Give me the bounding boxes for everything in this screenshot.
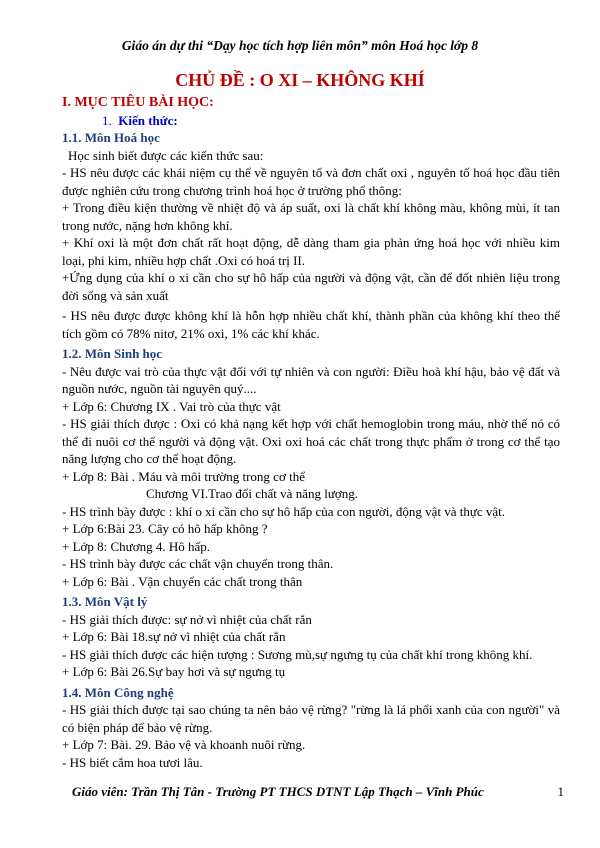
physics-line: + Lớp 6: Bài 26.Sự bay hơi và sự ngưng tụ xyxy=(62,664,286,679)
technology-line: - HS giải thích được tại sao chúng ta nên bảo vệ rừng? "rừng là lá phổi xanh của con người" và có biện pháp để bảo vệ rừng. xyxy=(62,702,560,735)
heading-physics: 1.3. Môn Vật lý xyxy=(62,594,148,609)
physics-line: - HS giải thích được các hiện tượng : Sương mù,sự ngưng tụ của chất khí trong không khí. xyxy=(62,646,533,662)
page-footer: Giáo viên: Trần Thị Tân - Trường PT THCS DTNT Lập Thạch – Vĩnh Phúc xyxy=(72,784,484,799)
page-header: Giáo án dự thi “Dạy học tích hợp liên môn” môn Hoá học lớp 8 xyxy=(121,38,479,53)
biology-line: - HS giải thích được : Oxi có khả nạng kết hợp với chất hemoglobin trong máu, nhờ thế nó có thể đi nuôi cơ thể người và động vật. Oxi oxi hoá các chất trong thực phẩm ở trong cơ thể tạo năng lượng cho cơ thể hoạt động. xyxy=(62,416,560,466)
document-body xyxy=(62,94,560,771)
chemistry-line: + Khí oxi là một đơn chất rất hoạt động, dễ dàng tham gia phản ứng hoá học với nhiều kim loại, phi kim, nhiều hợp chất .Oxi có hoá trị II. xyxy=(62,235,560,268)
biology-line: + Lớp 8: Bài . Máu và môi trường trong cơ thể xyxy=(62,468,305,484)
chemistry-line: +Ứng dụng của khí o xi cần cho sự hô hấp của người và động vật, cần để đốt nhiên liệu trong đời sống và sản xuất xyxy=(62,270,560,303)
subsection-number: 1. xyxy=(102,112,112,128)
biology-line: - HS trình bày được : khí o xi cần cho sự hô hấp của con người, động vật và thực vật. xyxy=(62,503,506,519)
physics-line: + Lớp 6: Bài 18.sự nở vì nhiệt của chất rắn xyxy=(62,629,286,644)
biology-line: + Lớp 8: Chương 4. Hô hấp. xyxy=(62,538,211,554)
biology-line: Chương VI.Trao đổi chất và năng lượng. xyxy=(146,486,358,501)
subsection-knowledge xyxy=(62,112,560,130)
heading-biology: 1.2. Môn Sinh học xyxy=(62,346,163,361)
chemistry-line: - HS nêu được các khái niệm cụ thể về nguyên tố và đơn chất oxi , nguyên tố hoá học đầu tiên được nghiên cứu trong chương trình hoá học ở trường phổ thông: xyxy=(62,165,560,198)
heading-technology: 1.4. Môn Công nghệ xyxy=(62,684,174,700)
biology-line: - HS trình bày được các chất vận chuyển trong thân. xyxy=(62,556,334,571)
biology-line: + Lớp 6:Bài 23. Cây có hô hấp không ? xyxy=(62,521,268,536)
chemistry-intro: Học sinh biết được các kiến thức sau: xyxy=(68,147,264,163)
section-heading-objectives: I. MỤC TIÊU BÀI HỌC: xyxy=(62,95,214,110)
biology-line: - Nêu được vai trò của thực vật đối với tự nhiên và con người: Điều hoà khí hậu, bảo vệ đất và nguồn nước, nguồn tài nguyên quý.... xyxy=(62,363,560,396)
page-title: CHỦ ĐỀ : O XI – KHÔNG KHÍ xyxy=(175,70,425,90)
technology-line: + Lớp 7: Bài. 29. Bảo vệ và khoanh nuôi rừng. xyxy=(62,737,306,752)
heading-chemistry: 1.1. Môn Hoá học xyxy=(62,130,160,145)
chemistry-line: + Trong điều kiện thường về nhiệt độ và áp suất, oxi là chất khí không màu, không mùi, ít tan trong nước, nặng hơn không khí. xyxy=(62,200,560,233)
technology-line: - HS biết cắm hoa tươi lâu. xyxy=(62,754,203,770)
subsection-label: Kiến thức: xyxy=(118,112,178,128)
biology-line: + Lớp 6: Chương IX . Vai trò của thực vật xyxy=(62,398,281,414)
biology-line: + Lớp 6: Bài . Vận chuyển các chất trong thân xyxy=(62,573,303,589)
chemistry-line: - HS nêu được được không khí là hỗn hợp nhiều chất khí, thành phần của không khí theo thể tích gồm có 78% nitơ, 21% oxi, 1% các khí khác. xyxy=(62,308,560,341)
physics-line: - HS giải thích được: sự nở vì nhiệt của chất rắn xyxy=(62,611,312,627)
page-number: 1 xyxy=(557,784,564,799)
